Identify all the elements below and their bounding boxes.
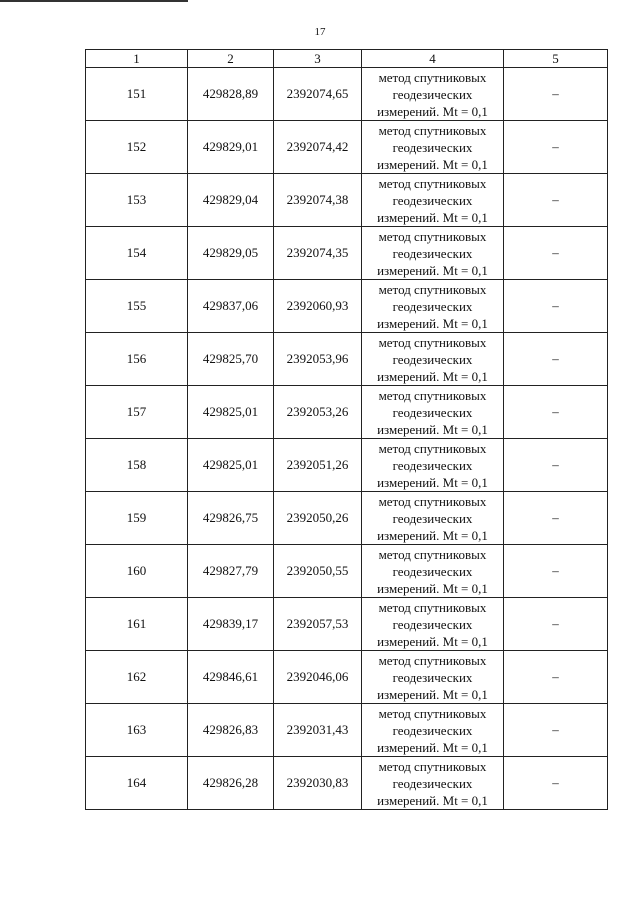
method-text-line: метод спутниковых xyxy=(378,440,487,456)
method-text-line: геодезических xyxy=(392,510,473,526)
method-text-line: метод спутниковых xyxy=(378,705,487,721)
table-row xyxy=(86,121,608,174)
column-5-cell: – xyxy=(504,227,608,280)
method-text-line: геодезических xyxy=(392,404,473,420)
method-text-line: метод спутниковых xyxy=(378,599,487,615)
method-cell xyxy=(362,545,504,598)
x-coordinate-cell: 429826,75 xyxy=(188,492,274,545)
column-5-cell: – xyxy=(504,651,608,704)
x-coordinate-cell: 429829,05 xyxy=(188,227,274,280)
column-5-cell: – xyxy=(504,598,608,651)
method-text-line: измерений. Mt = 0,1 xyxy=(377,739,488,755)
x-coordinate-cell: 429826,28 xyxy=(188,757,274,810)
method-text-line: геодезических xyxy=(392,245,473,261)
y-coordinate-cell: 2392031,43 xyxy=(274,704,362,757)
y-coordinate-cell: 2392053,26 xyxy=(274,386,362,439)
point-number-cell: 152 xyxy=(86,121,188,174)
method-text-line: метод спутниковых xyxy=(378,652,487,668)
method-text-line: измерений. Mt = 0,1 xyxy=(377,421,488,437)
method-cell xyxy=(362,121,504,174)
y-coordinate-cell: 2392074,42 xyxy=(274,121,362,174)
x-coordinate-cell: 429829,01 xyxy=(188,121,274,174)
method-cell xyxy=(362,280,504,333)
column-5-cell: – xyxy=(504,704,608,757)
method-text-line: метод спутниковых xyxy=(378,387,487,403)
method-text-line: измерений. Mt = 0,1 xyxy=(377,580,488,596)
column-header-1: 1 xyxy=(86,50,188,68)
y-coordinate-cell: 2392030,83 xyxy=(274,757,362,810)
x-coordinate-cell: 429828,89 xyxy=(188,68,274,121)
method-text-line: измерений. Mt = 0,1 xyxy=(377,209,488,225)
point-number-cell: 160 xyxy=(86,545,188,598)
point-number-cell: 163 xyxy=(86,704,188,757)
method-text-line: геодезических xyxy=(392,669,473,685)
method-text-line: геодезических xyxy=(392,616,473,632)
y-coordinate-cell: 2392074,38 xyxy=(274,174,362,227)
point-number-cell: 155 xyxy=(86,280,188,333)
method-text-line: геодезических xyxy=(392,351,473,367)
table-row xyxy=(86,280,608,333)
method-cell xyxy=(362,598,504,651)
method-cell xyxy=(362,174,504,227)
method-text-line: измерений. Mt = 0,1 xyxy=(377,633,488,649)
method-text-line: метод спутниковых xyxy=(378,175,487,191)
method-text-line: метод спутниковых xyxy=(378,334,487,350)
table-row xyxy=(86,545,608,598)
method-cell xyxy=(362,333,504,386)
table-row xyxy=(86,492,608,545)
table-row xyxy=(86,651,608,704)
table-row xyxy=(86,439,608,492)
x-coordinate-cell: 429825,70 xyxy=(188,333,274,386)
column-header-3: 3 xyxy=(274,50,362,68)
method-cell xyxy=(362,704,504,757)
method-cell xyxy=(362,439,504,492)
point-number-cell: 157 xyxy=(86,386,188,439)
x-coordinate-cell: 429839,17 xyxy=(188,598,274,651)
top-rule xyxy=(0,0,188,2)
x-coordinate-cell: 429846,61 xyxy=(188,651,274,704)
y-coordinate-cell: 2392050,55 xyxy=(274,545,362,598)
method-cell xyxy=(362,227,504,280)
method-cell xyxy=(362,68,504,121)
method-text-line: измерений. Mt = 0,1 xyxy=(377,686,488,702)
column-5-cell: – xyxy=(504,333,608,386)
column-header-2: 2 xyxy=(188,50,274,68)
method-text-line: метод спутниковых xyxy=(378,228,487,244)
method-cell xyxy=(362,492,504,545)
y-coordinate-cell: 2392060,93 xyxy=(274,280,362,333)
table-row xyxy=(86,174,608,227)
x-coordinate-cell: 429827,79 xyxy=(188,545,274,598)
table-row xyxy=(86,598,608,651)
method-text-line: измерений. Mt = 0,1 xyxy=(377,103,488,119)
method-text-line: геодезических xyxy=(392,457,473,473)
method-text-line: измерений. Mt = 0,1 xyxy=(377,368,488,384)
x-coordinate-cell: 429837,06 xyxy=(188,280,274,333)
point-number-cell: 164 xyxy=(86,757,188,810)
point-number-cell: 151 xyxy=(86,68,188,121)
x-coordinate-cell: 429825,01 xyxy=(188,439,274,492)
method-text-line: геодезических xyxy=(392,139,473,155)
method-cell xyxy=(362,386,504,439)
column-5-cell: – xyxy=(504,280,608,333)
column-5-cell: – xyxy=(504,174,608,227)
method-text-line: измерений. Mt = 0,1 xyxy=(377,156,488,172)
y-coordinate-cell: 2392050,26 xyxy=(274,492,362,545)
table-row xyxy=(86,227,608,280)
column-5-cell: – xyxy=(504,545,608,598)
column-5-cell: – xyxy=(504,121,608,174)
y-coordinate-cell: 2392051,26 xyxy=(274,439,362,492)
method-text-line: метод спутниковых xyxy=(378,493,487,509)
method-text-line: метод спутниковых xyxy=(378,122,487,138)
method-text-line: геодезических xyxy=(392,192,473,208)
method-text-line: измерений. Mt = 0,1 xyxy=(377,474,488,490)
point-number-cell: 154 xyxy=(86,227,188,280)
x-coordinate-cell: 429829,04 xyxy=(188,174,274,227)
method-text-line: метод спутниковых xyxy=(378,281,487,297)
method-text-line: геодезических xyxy=(392,86,473,102)
method-text-line: измерений. Mt = 0,1 xyxy=(377,792,488,808)
column-5-cell: – xyxy=(504,386,608,439)
method-text-line: измерений. Mt = 0,1 xyxy=(377,262,488,278)
column-5-cell: – xyxy=(504,492,608,545)
point-number-cell: 153 xyxy=(86,174,188,227)
method-cell xyxy=(362,651,504,704)
point-number-cell: 162 xyxy=(86,651,188,704)
column-5-cell: – xyxy=(504,68,608,121)
method-text-line: метод спутниковых xyxy=(378,69,487,85)
y-coordinate-cell: 2392074,35 xyxy=(274,227,362,280)
coordinates-table xyxy=(85,49,608,810)
table-row xyxy=(86,757,608,810)
page-number: 17 xyxy=(314,26,326,38)
method-text-line: измерений. Mt = 0,1 xyxy=(377,527,488,543)
y-coordinate-cell: 2392046,06 xyxy=(274,651,362,704)
method-text-line: измерений. Mt = 0,1 xyxy=(377,315,488,331)
method-text-line: геодезических xyxy=(392,563,473,579)
x-coordinate-cell: 429826,83 xyxy=(188,704,274,757)
point-number-cell: 161 xyxy=(86,598,188,651)
table-row xyxy=(86,704,608,757)
table-row xyxy=(86,333,608,386)
y-coordinate-cell: 2392057,53 xyxy=(274,598,362,651)
column-5-cell: – xyxy=(504,757,608,810)
x-coordinate-cell: 429825,01 xyxy=(188,386,274,439)
method-text-line: геодезических xyxy=(392,298,473,314)
table-row xyxy=(86,68,608,121)
column-header-4: 4 xyxy=(362,50,504,68)
method-text-line: метод спутниковых xyxy=(378,546,487,562)
header-row xyxy=(86,50,608,68)
table-row xyxy=(86,386,608,439)
method-text-line: геодезических xyxy=(392,775,473,791)
column-header-5: 5 xyxy=(504,50,608,68)
column-5-cell: – xyxy=(504,439,608,492)
point-number-cell: 156 xyxy=(86,333,188,386)
method-cell xyxy=(362,757,504,810)
method-text-line: геодезических xyxy=(392,722,473,738)
point-number-cell: 158 xyxy=(86,439,188,492)
point-number-cell: 159 xyxy=(86,492,188,545)
method-text-line: метод спутниковых xyxy=(378,758,487,774)
y-coordinate-cell: 2392053,96 xyxy=(274,333,362,386)
y-coordinate-cell: 2392074,65 xyxy=(274,68,362,121)
